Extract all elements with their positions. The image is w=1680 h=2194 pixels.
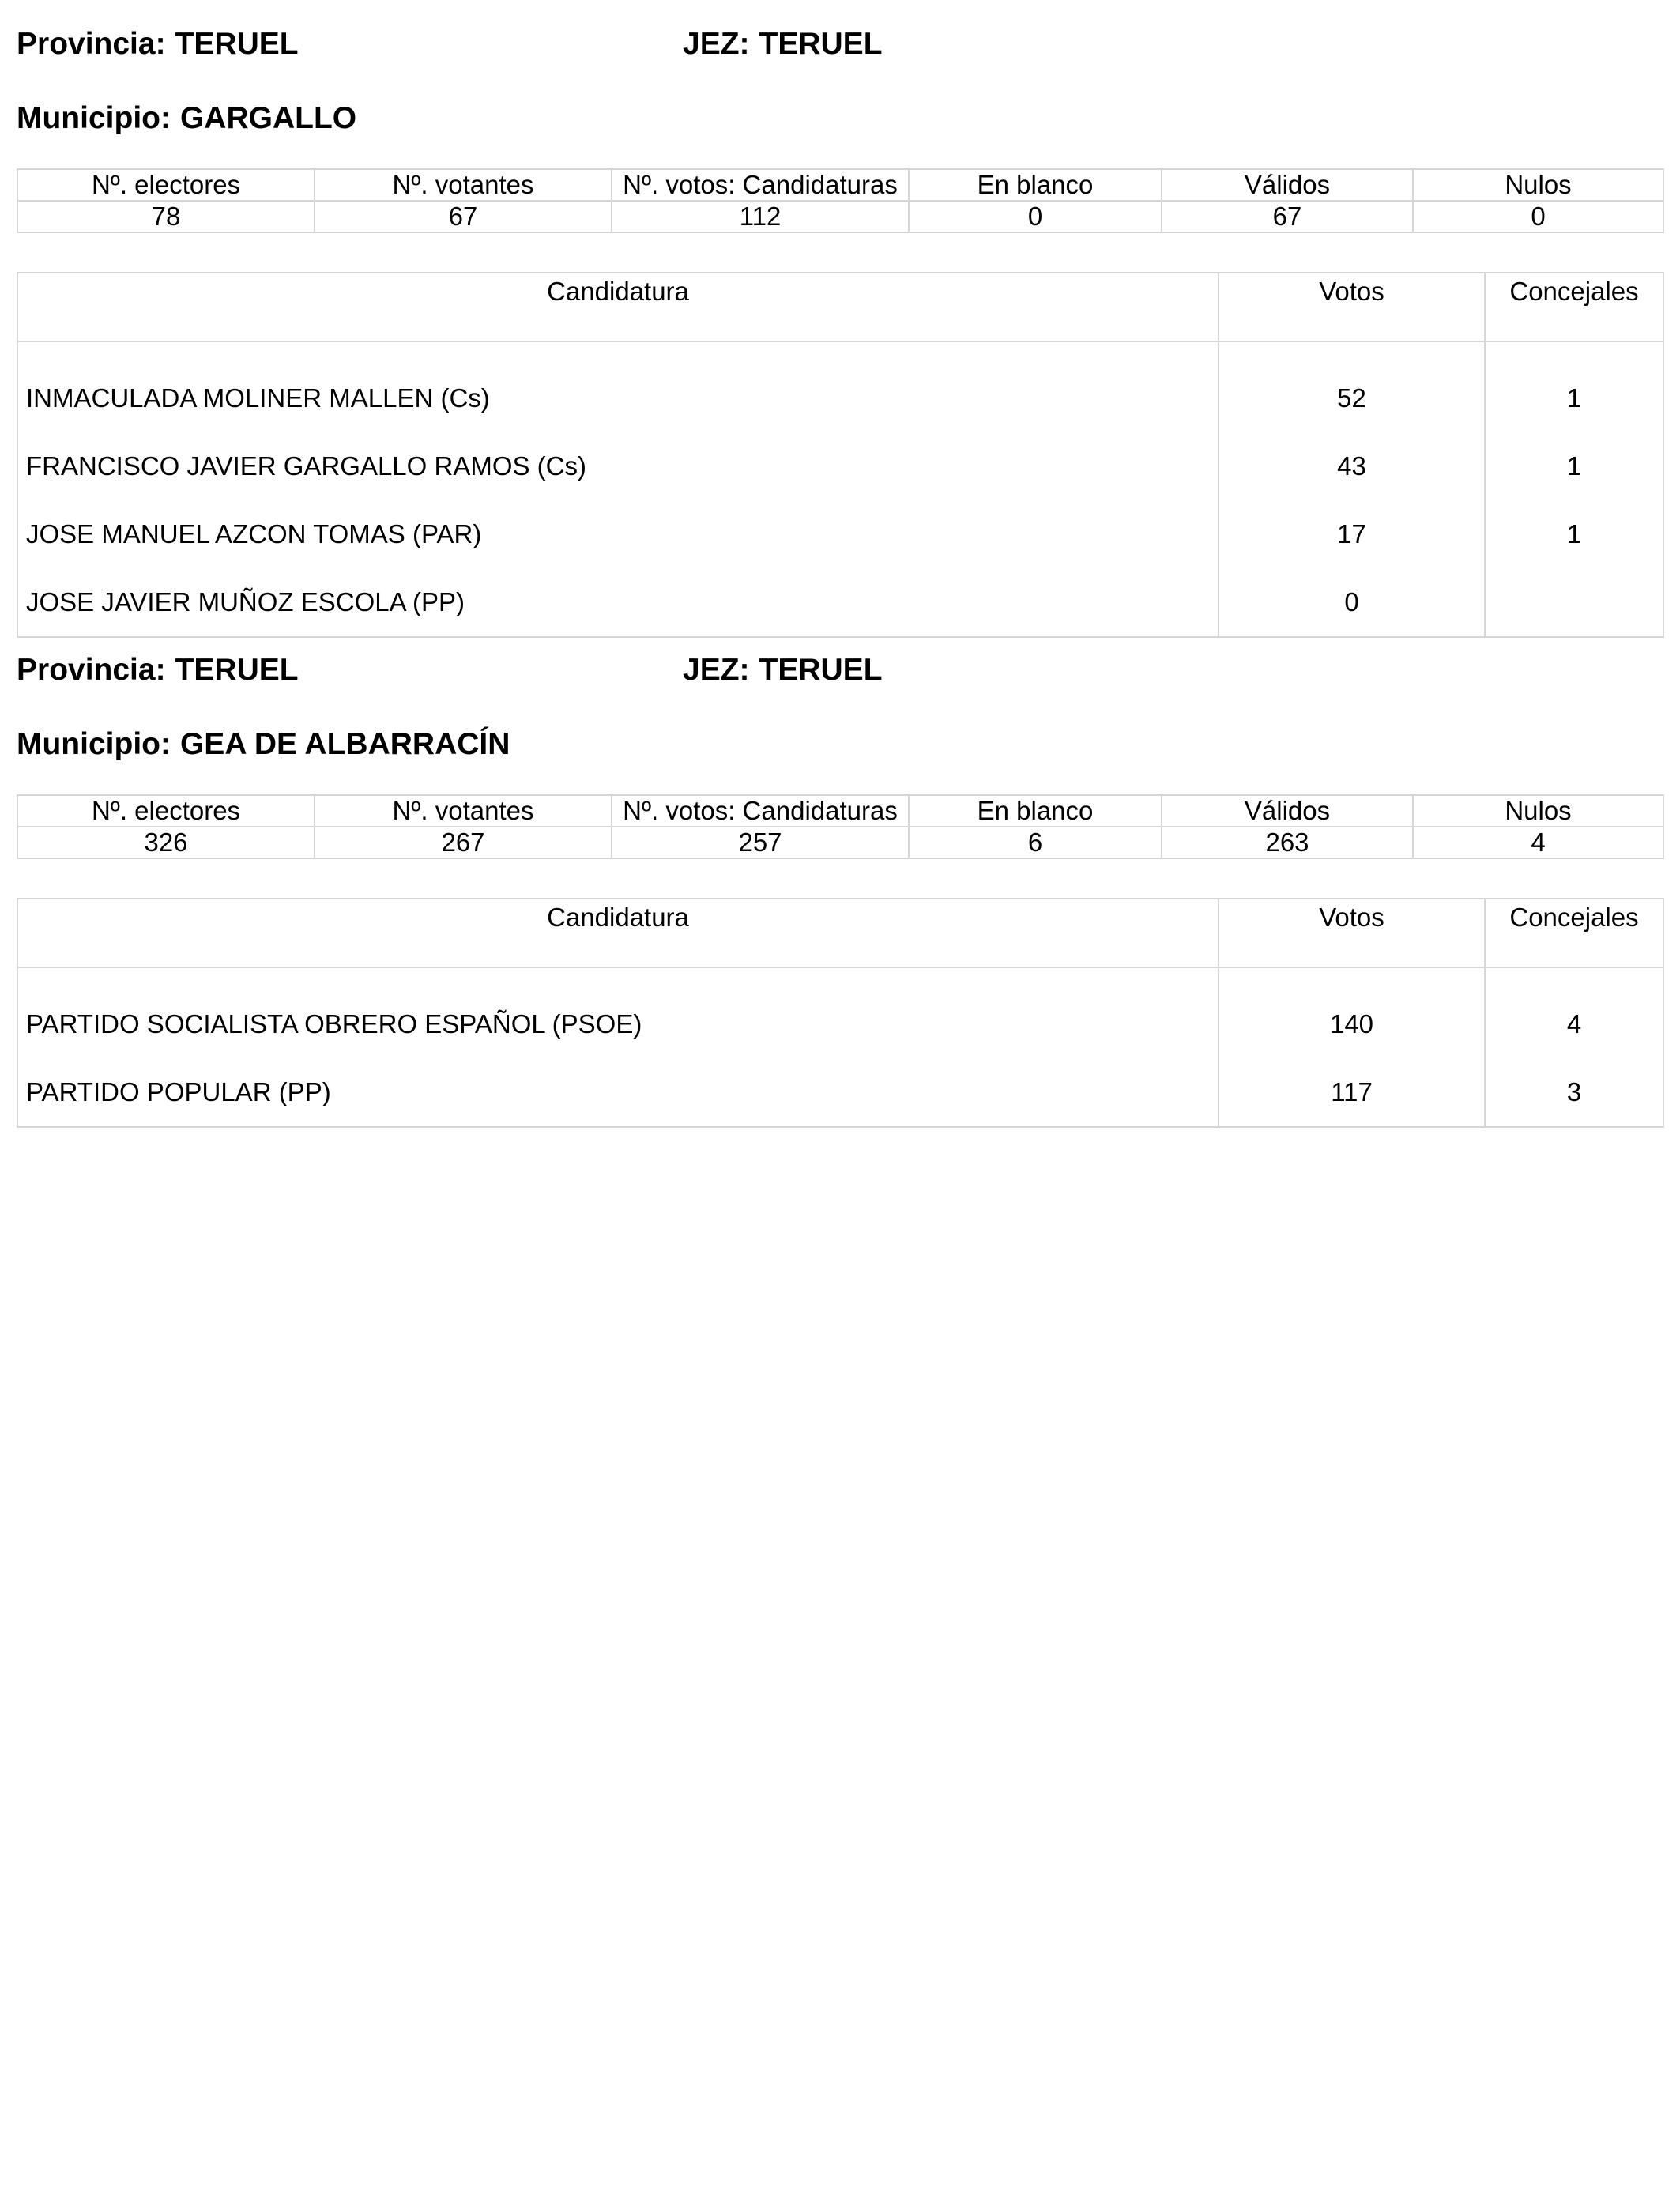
summary-value-cell: 6	[909, 827, 1162, 858]
summary-value-cell: 263	[1162, 827, 1413, 858]
candidate-votos: 140	[1219, 967, 1485, 1058]
candidate-name: PARTIDO POPULAR (PP)	[17, 1058, 1219, 1127]
summary-value-cell: 78	[17, 201, 315, 232]
summary-value-cell: 326	[17, 827, 315, 858]
summary-header-cell: Nº. electores	[17, 795, 315, 827]
municipio-heading	[17, 101, 356, 136]
summary-header-cell: Nº. electores	[17, 169, 315, 201]
jez-heading	[683, 27, 883, 62]
summary-header-cell: Válidos	[1162, 795, 1413, 827]
provincia-label: Provincia:	[17, 27, 166, 61]
concejales-header: Concejales	[1485, 899, 1663, 967]
provincia-heading	[17, 27, 299, 62]
candidate-name: JOSE MANUEL AZCON TOMAS (PAR)	[17, 500, 1219, 568]
jez-label: JEZ:	[683, 653, 750, 687]
candidate-votos: 43	[1219, 432, 1485, 500]
municipio-value: GEA DE ALBARRACÍN	[179, 727, 510, 761]
jez-heading	[683, 653, 883, 688]
summary-header-cell: Nulos	[1413, 169, 1663, 201]
candidate-votos: 17	[1219, 500, 1485, 568]
candidate-row	[17, 500, 1663, 568]
municipio-label: Municipio:	[17, 101, 171, 135]
jez-value: TERUEL	[759, 27, 883, 61]
candidates-table	[17, 898, 1664, 1128]
summary-table	[17, 168, 1664, 233]
summary-value-cell: 112	[612, 201, 909, 232]
candidates-header-row	[17, 273, 1663, 341]
summary-header-cell: En blanco	[909, 795, 1162, 827]
candidates-header-row	[17, 899, 1663, 967]
summary-header-cell: Nº. votantes	[315, 795, 612, 827]
concejales-header: Concejales	[1485, 273, 1663, 341]
candidate-concejales: 1	[1485, 432, 1663, 500]
jez-value: TERUEL	[759, 653, 883, 687]
candidate-row	[17, 967, 1663, 1058]
candidate-name: PARTIDO SOCIALISTA OBRERO ESPAÑOL (PSOE)	[17, 967, 1219, 1058]
provincia-label: Provincia:	[17, 653, 166, 687]
municipio-heading	[17, 727, 510, 762]
candidates-table	[17, 272, 1664, 638]
summary-header-cell: Nº. votos: Candidaturas	[612, 169, 909, 201]
summary-value-cell: 4	[1413, 827, 1663, 858]
summary-value-cell: 0	[1413, 201, 1663, 232]
candidate-name: JOSE JAVIER MUÑOZ ESCOLA (PP)	[17, 568, 1219, 637]
candidate-concejales	[1485, 568, 1663, 637]
summary-header-row	[17, 795, 1663, 827]
jez-label: JEZ:	[683, 27, 750, 61]
summary-header-cell: Nº. votantes	[315, 169, 612, 201]
candidate-concejales: 1	[1485, 500, 1663, 568]
summary-header-cell: Nº. votos: Candidaturas	[612, 795, 909, 827]
municipio-label: Municipio:	[17, 727, 171, 761]
votos-header: Votos	[1219, 273, 1485, 341]
candidate-name: INMACULADA MOLINER MALLEN (Cs)	[17, 341, 1219, 432]
votos-header: Votos	[1219, 899, 1485, 967]
summary-value-cell: 0	[909, 201, 1162, 232]
candidate-row	[17, 1058, 1663, 1127]
summary-header-cell: Nulos	[1413, 795, 1663, 827]
summary-header-cell: Válidos	[1162, 169, 1413, 201]
municipio-value: GARGALLO	[179, 101, 357, 135]
candidate-concejales: 3	[1485, 1058, 1663, 1127]
candidate-row	[17, 341, 1663, 432]
candidatura-header: Candidatura	[17, 899, 1219, 967]
summary-header-row	[17, 169, 1663, 201]
summary-value-cell: 267	[315, 827, 612, 858]
summary-value-cell: 67	[315, 201, 612, 232]
candidate-votos: 52	[1219, 341, 1485, 432]
candidatura-header: Candidatura	[17, 273, 1219, 341]
provincia-value: TERUEL	[175, 27, 299, 61]
candidate-row	[17, 568, 1663, 637]
summary-header-cell: En blanco	[909, 169, 1162, 201]
candidate-votos: 117	[1219, 1058, 1485, 1127]
summary-value-row	[17, 201, 1663, 232]
candidate-name: FRANCISCO JAVIER GARGALLO RAMOS (Cs)	[17, 432, 1219, 500]
candidate-row	[17, 432, 1663, 500]
summary-value-row	[17, 827, 1663, 858]
candidate-votos: 0	[1219, 568, 1485, 637]
summary-value-cell: 257	[612, 827, 909, 858]
provincia-value: TERUEL	[175, 653, 299, 687]
candidate-concejales: 1	[1485, 341, 1663, 432]
candidate-concejales: 4	[1485, 967, 1663, 1058]
summary-table	[17, 794, 1664, 859]
provincia-heading	[17, 653, 299, 688]
summary-value-cell: 67	[1162, 201, 1413, 232]
